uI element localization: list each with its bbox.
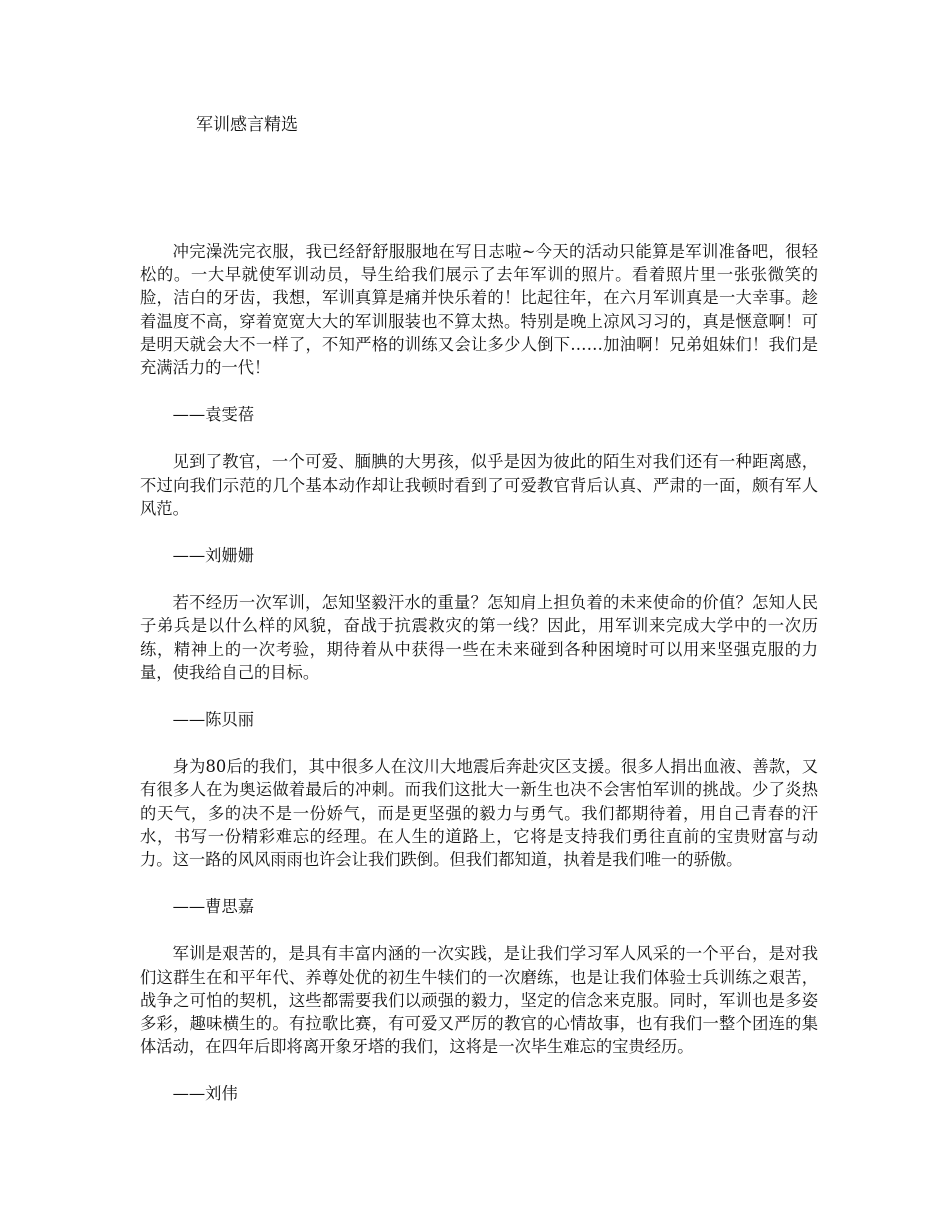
author-signature-1: ——袁雯蓓 xyxy=(172,405,255,425)
author-signature-5: ——刘伟 xyxy=(172,1084,238,1104)
spacer xyxy=(140,1058,818,1082)
document-body xyxy=(140,240,818,1106)
spacer xyxy=(140,520,818,544)
paragraph-1: 冲完澡洗完衣服，我已经舒舒服服地在写日志啦~今天的活动只能算是军训准备吧，很轻松的。一大早就使军训动员，导生给我们展示了去年军训的照片。看着照片里一张张微笑的脸，洁白的牙齿，我想，军训真算是痛并快乐着的！比起往年，在六月军训真是一大幸事。趁着温度不高，穿着宽宽大大的军训服装也不算太热。特别是晚上凉风习习的，真是惬意啊！可是明天就会大不一样了，不知严格的训练又会让多少人倒下……加油啊！兄弟姐妹们！我们是充满活力的一代！ xyxy=(140,242,818,378)
author-signature-3: ——陈贝丽 xyxy=(172,710,255,730)
spacer xyxy=(140,871,818,895)
paragraph-3: 若不经历一次军训，怎知坚毅汗水的重量？怎知肩上担负着的未来使命的价值？怎知人民子弟兵是以什么样的风貌，奋战于抗震救灾的第一线？因此，用军训来完成大学中的一次历练，精神上的一次考验，期待着从中获得一些在未来碰到各种困境时可以用来坚强克服的力量，使我给自己的目标。 xyxy=(140,593,818,682)
spacer xyxy=(140,918,818,942)
spacer xyxy=(140,731,818,755)
paragraph-4: 身为80后的我们，其中很多人在汶川大地震后奔赴灾区支援。很多人捐出血液、善款，又有很多人在为奥运做着最后的冲刺。而我们这批大一新生也决不会害怕军训的挑战。少了炎热的天气，多的决不是一份娇气，而是更坚强的毅力与勇气。我们都期待着，用自己青春的汗水，书写一份精彩难忘的经理。在人生的道路上，它将是支持我们勇往直前的宝贵财富与动力。这一路的风风雨雨也许会让我们跌倒。但我们都知道，执着是我们唯一的骄傲。 xyxy=(140,757,818,870)
document-title: 军训感言精选 xyxy=(196,115,298,135)
author-signature-4: ——曹思嘉 xyxy=(172,897,255,917)
spacer xyxy=(140,379,818,403)
paragraph-2: 见到了教官，一个可爱、腼腆的大男孩，似乎是因为彼此的陌生对我们还有一种距离感，不过向我们示范的几个基本动作却让我顿时看到了可爱教官背后认真、严肃的一面，颇有军人风范。 xyxy=(140,452,818,518)
spacer xyxy=(140,684,818,708)
author-signature-2: ——刘姗姗 xyxy=(172,546,255,566)
spacer xyxy=(140,426,818,450)
paragraph-5: 军训是艰苦的，是具有丰富内涵的一次实践，是让我们学习军人风采的一个平台，是对我们这群生在和平年代、养尊处优的初生牛犊们的一次磨练，也是让我们体验士兵训练之艰苦，战争之可怕的契机，这些都需要我们以顽强的毅力，坚定的信念来克服。同时，军训也是多姿多彩，趣味横生的。有拉歌比赛，有可爱又严厉的教官的心情故事，也有我们一整个团连的集体活动，在四年后即将离开象牙塔的我们，这将是一次毕生难忘的宝贵经历。 xyxy=(140,944,818,1057)
spacer xyxy=(140,567,818,591)
